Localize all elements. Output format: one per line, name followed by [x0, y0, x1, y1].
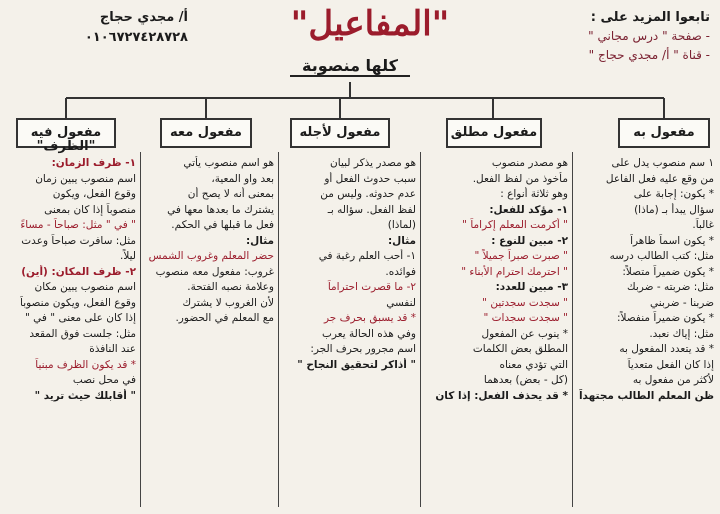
heading-maful-mutlaq: مفعول مطلق [446, 118, 542, 148]
col-line: ظن المعلم الطالب مجتهداً [578, 389, 714, 402]
col-line: " احترمك احترام الأبناء " [461, 265, 568, 278]
column-divider [278, 152, 279, 507]
col-line: * ينوب عن المفعول [481, 327, 568, 340]
col-line: وهو ثلاثة أنواع : [500, 188, 568, 200]
col-line: عند النافذة [89, 343, 136, 355]
col-line: * قد يحذف الفعل: إذا كان [435, 389, 568, 402]
col-line: " أقابلك حيث تريد " [34, 389, 136, 402]
col-line: * يكون اسماً ظاهراً [630, 234, 714, 247]
col-line: اسم منصوب يبين مكان [34, 281, 136, 293]
col-line: في محل نصب [72, 374, 136, 386]
col-line: لأن الغروب لا يشترك [182, 296, 274, 309]
col-line: مثال: [245, 234, 274, 247]
follow-title: تابعوا المزيد على : [590, 10, 710, 25]
col-line: التي تؤدي معناه [499, 358, 568, 371]
col-line: وقوع الفعل، ويكون منصوباً [20, 296, 136, 309]
col-line: هو مصدر منصوب [491, 157, 568, 169]
col-line: بعد واو المعية، [211, 172, 274, 185]
column-maful-liajlih [284, 156, 416, 373]
col-line: إذا كان على معنى " في " [25, 312, 136, 324]
col-line: * قد يتعدد المفعول به [619, 343, 714, 355]
col-line: * يكون: إجابة على [633, 188, 714, 200]
page-subtitle: كلها منصوبة [290, 56, 410, 77]
col-line: يشترك ما بعدها معها في [167, 203, 274, 216]
col-line: فوائده. [385, 265, 416, 278]
col-line: ١- ظرف الزمان: [51, 157, 136, 169]
col-line: * يكون ضميراً منفصلاً: [617, 312, 714, 324]
col-line: غالباً. [692, 219, 714, 231]
col-line: مثل: إياك نعبد. [649, 327, 714, 340]
column-divider [420, 152, 421, 507]
col-line: فعل ما قبلها في الحكم. [171, 219, 274, 231]
col-line: " سجدت سجدتين " [482, 296, 568, 309]
col-line: حضر المعلم وغروب الشمس [148, 250, 274, 262]
col-line: وقوع الفعل، ويكون [52, 188, 136, 200]
col-line: بمعنى أنه لا يصح أن [187, 188, 274, 200]
col-line: مثل: ضربته - ضربك [627, 281, 714, 293]
page-title: "المفاعيل" [290, 4, 450, 44]
col-line: " أكرمت المعلم إكراماً " [462, 219, 568, 231]
author-phone: ٠١٠٦٧٢٧٤٢٨٧٢٨ [84, 30, 188, 45]
col-line: لنفسي [386, 296, 416, 309]
col-line: اسم منصوب يبين زمان [35, 172, 136, 185]
col-line: منصوباً إذا كان بمعنى [44, 203, 136, 216]
column-maful-maah [146, 156, 274, 327]
column-maful-mutlaq [426, 156, 568, 404]
follow-line-page: - صفحة " درس مجاني " [588, 29, 710, 43]
col-line: " أذاكر لتحقيق النجاح " [297, 358, 416, 371]
column-divider [572, 152, 573, 507]
col-line: * قد يكون الظرف مبنياً [35, 358, 136, 371]
col-line: عدم حدوثه. وليس من [320, 188, 416, 200]
heading-maful-liajlih: مفعول لأجله [290, 118, 390, 148]
col-line: ليلاً. [120, 250, 136, 262]
column-maful-bih [578, 156, 714, 404]
col-line: ١- أحب العلم رغبة في [318, 250, 416, 262]
heading-maful-fih: مفعول فيه "الظرف" [16, 118, 116, 148]
col-line: مثل: جلست فوق المقعد [29, 327, 136, 340]
column-divider [140, 152, 141, 507]
col-line: " سجدت سجدات " [483, 312, 568, 324]
follow-line-channel: - قناة " أ/ مجدي حجاج " [588, 48, 710, 62]
col-line: لأكثر من مفعول به [632, 374, 714, 386]
col-line: ضربنا - ضربني [649, 296, 714, 309]
heading-maful-bih: مفعول به [618, 118, 710, 148]
col-line: مأخوذ من لفظ الفعل. [472, 172, 568, 185]
col-line: إذا كان الفعل متعدياً [627, 358, 714, 371]
col-line: سؤال يبدأ بـ (ماذا) [634, 203, 714, 216]
col-line: ١ سم منصوب يدل على [611, 157, 714, 169]
col-line: ٢- مبين للنوع : [491, 234, 568, 247]
col-line: وفي هذه الحالة يعرب [322, 327, 416, 340]
col-line: * يكون ضميراً متصلاً: [622, 265, 714, 278]
col-line: من وقع عليه فعل الفاعل [605, 172, 714, 185]
col-line: " صبرت صبراً جميلاً " [474, 250, 568, 262]
column-maful-fih [6, 156, 136, 404]
col-line: (كل - بعض) بعدهما [483, 374, 568, 386]
col-line: ٢- ما قصرت احتراماً [327, 281, 416, 293]
col-line: هو اسم منصوب يأتي [183, 157, 274, 169]
col-line: (لماذا) [387, 219, 416, 231]
col-line: ١- مؤكد للفعل: [489, 203, 568, 216]
col-line: سبب حدوث الفعل أو [324, 172, 416, 185]
col-line: مع المعلم في الحضور. [175, 312, 274, 324]
col-line: هو مصدر يذكر لبيان [330, 157, 416, 169]
col-line: مثال: [387, 234, 416, 247]
col-line: * قد يسبق بحرف جر [323, 312, 416, 324]
col-line: " في " مثل: صباحاً - مساءً [20, 219, 136, 231]
col-line: غروب: مفعول معه منصوب [155, 265, 274, 278]
col-line: لفظ الفعل. سؤاله بـ [327, 203, 416, 216]
author-name: أ/ مجدي حجاج [99, 10, 188, 25]
col-line: اسم مجرور بحرف الجر: [310, 343, 416, 355]
col-line: ٣- مبين للعدد: [495, 281, 568, 293]
col-line: مثل: كتب الطالب درسه [609, 250, 714, 262]
col-line: وعلامة نصبه الفتحة. [187, 281, 274, 293]
col-line: ٢- ظرف المكان: (أين) [21, 265, 136, 278]
heading-maful-maah: مفعول معه [160, 118, 252, 148]
col-line: مثل: سافرت صباحاً وعدت [21, 234, 136, 247]
col-line: المطلق بعض الكلمات [472, 343, 568, 355]
